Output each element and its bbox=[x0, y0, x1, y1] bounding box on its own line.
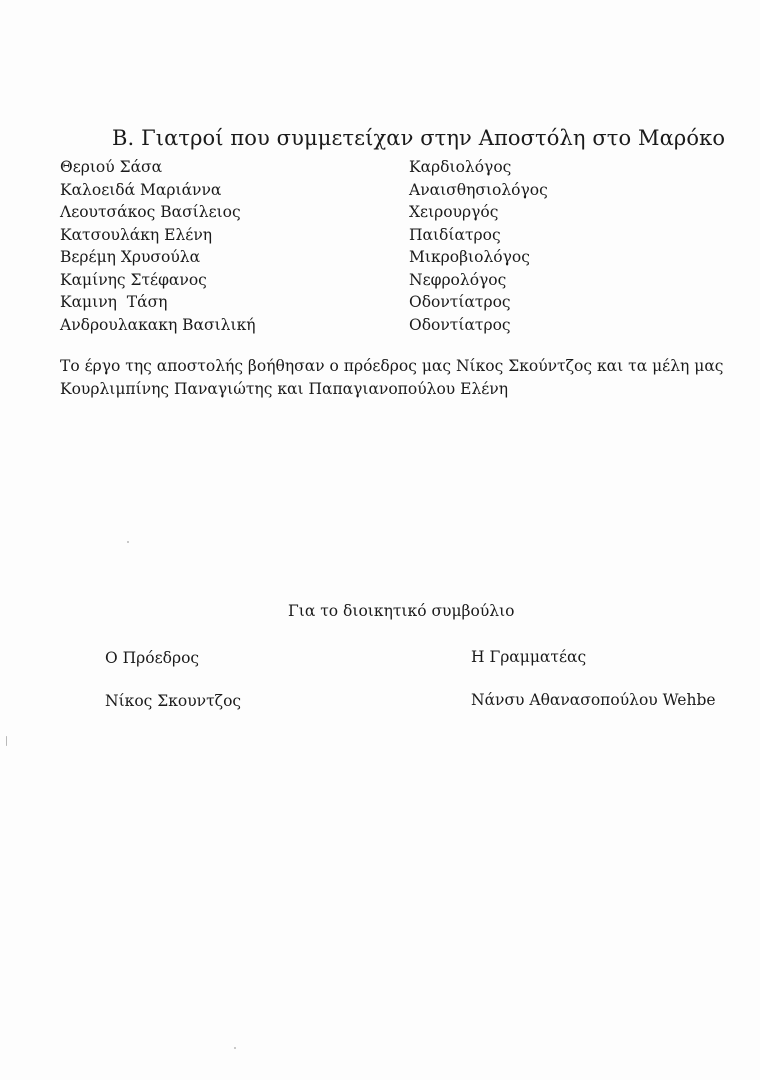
doctor-name: Καμινη Τάση bbox=[60, 293, 168, 311]
doctor-name: Κατσουλάκη Ελένη bbox=[60, 225, 213, 244]
doctor-specialty: Παιδίατρος bbox=[409, 225, 501, 244]
doctors-list bbox=[60, 156, 720, 336]
doctor-name: Καλοειδά Μαριάννα bbox=[60, 180, 222, 199]
president-title: Ο Πρόεδρος bbox=[105, 649, 200, 667]
doctor-row bbox=[60, 269, 720, 292]
scan-speck bbox=[127, 541, 129, 543]
doctor-row bbox=[60, 179, 720, 202]
doctor-specialty: Οδοντίατρος bbox=[409, 315, 511, 334]
doctor-specialty: Μικροβιολόγος bbox=[409, 248, 530, 266]
doctor-specialty: Οδοντίατρος bbox=[409, 293, 511, 311]
doctor-name: Ανδρουλακακη Βασιλική bbox=[60, 315, 256, 334]
section-heading: Β. Γιατροί που συμμετείχαν στην Αποστόλη στο Μαρόκο bbox=[112, 126, 726, 150]
doctor-name: Λεουτσάκος Βασίλειος bbox=[60, 203, 241, 221]
doctor-row bbox=[60, 314, 720, 337]
doctor-name: Καμίνης Στέφανος bbox=[60, 270, 207, 289]
doctor-name: Θεριού Σάσα bbox=[60, 158, 163, 176]
secretary-name: Νάνσυ Αθανασοπούλου Wehbe bbox=[471, 691, 716, 709]
doctor-specialty: Αναισθησιολόγος bbox=[409, 180, 548, 199]
secretary-title: Η Γραμματέας bbox=[471, 648, 587, 666]
doctor-row bbox=[60, 224, 720, 247]
doctor-row bbox=[60, 246, 720, 269]
scan-speck bbox=[6, 736, 7, 746]
president-name: Νίκος Σκουντζος bbox=[105, 692, 242, 710]
doctor-row bbox=[60, 291, 720, 314]
acknowledgement-paragraph bbox=[60, 355, 740, 400]
acknowledgement-line: Το έργο της αποστολής βοήθησαν ο πρόεδρος μας Νίκος Σκούντζος και τα μέλη μας bbox=[60, 357, 724, 375]
doctor-specialty: Χειρουργός bbox=[409, 203, 499, 221]
doctor-name: Βερέμη Χρυσούλα bbox=[60, 248, 201, 266]
doctor-specialty: Νεφρολόγος bbox=[409, 270, 507, 289]
doctor-specialty: Καρδιολόγος bbox=[409, 158, 512, 176]
doctor-row bbox=[60, 156, 720, 179]
doctor-row bbox=[60, 201, 720, 224]
scan-speck bbox=[234, 1047, 236, 1049]
acknowledgement-line: Κουρλιμπίνης Παναγιώτης και Παπαγιανοπούλου Ελένη bbox=[60, 379, 509, 398]
board-caption: Για το διοικητικό συμβούλιο bbox=[288, 602, 515, 620]
